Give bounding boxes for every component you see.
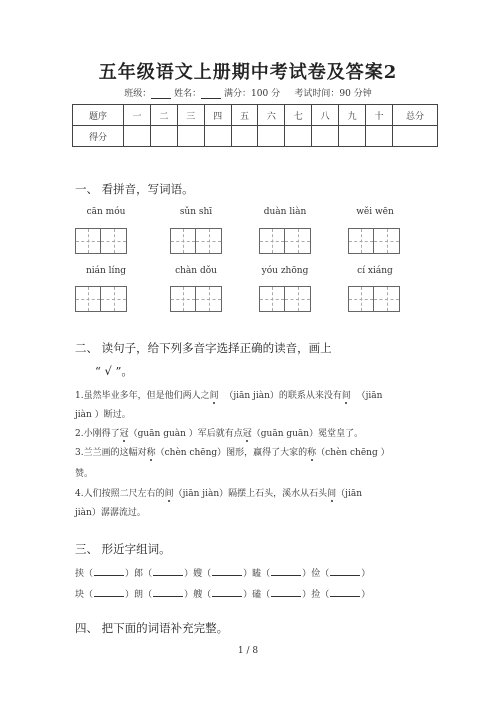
- score-cell[interactable]: [339, 126, 366, 147]
- char: 艘: [193, 590, 203, 600]
- char: 磕: [252, 590, 262, 600]
- class-label: 班级：: [124, 89, 152, 99]
- writing-grid[interactable]: [75, 286, 127, 312]
- word-row: 挟（ ）郎（ ）嫂（ ）瞌（ ）俭（ ）: [75, 569, 371, 579]
- full-score: 满分：100 分: [224, 89, 281, 99]
- char: 俭: [311, 569, 321, 579]
- text: （jiān: [336, 489, 362, 499]
- pinyin-label: cí xiáng: [357, 266, 393, 276]
- text: （guān guàn ）军后就有点: [128, 429, 243, 439]
- exam-info: [0, 86, 496, 99]
- target-char: 称: [307, 448, 317, 458]
- answer-blank[interactable]: [212, 567, 242, 576]
- score-cell[interactable]: [231, 126, 258, 147]
- text: （chèn chēng）图形，赢得了大家的: [155, 448, 308, 458]
- text: 4.人们按照二尺左右的: [75, 489, 165, 499]
- score-col: 四: [204, 105, 231, 126]
- score-cell[interactable]: [177, 126, 204, 147]
- answer-blank[interactable]: [94, 588, 124, 597]
- answer-blank[interactable]: [94, 567, 124, 576]
- text: jiàn）潺潺流过。: [75, 508, 146, 518]
- target-char: 间: [327, 489, 337, 499]
- sentence-line: [75, 388, 382, 401]
- score-table-header-row: [73, 105, 438, 126]
- score-cell[interactable]: [204, 126, 231, 147]
- score-col: 三: [177, 105, 204, 126]
- class-blank: [151, 89, 171, 99]
- score-total-label: 总分: [393, 105, 438, 126]
- pinyin-label: wěi wēn: [356, 207, 394, 217]
- text: jiàn ）断过。: [75, 410, 131, 420]
- score-table: [72, 104, 438, 147]
- pinyin-label: nián líng: [85, 266, 126, 276]
- target-char: 间: [164, 489, 174, 499]
- score-cell[interactable]: [258, 126, 285, 147]
- answer-blank[interactable]: [153, 567, 183, 576]
- writing-grid[interactable]: [170, 228, 222, 254]
- score-col: 十: [366, 105, 393, 126]
- text: 2.小刚得了: [75, 429, 120, 439]
- writing-grid[interactable]: [348, 228, 400, 254]
- char: 捡: [311, 590, 321, 600]
- answer-blank[interactable]: [271, 588, 301, 597]
- score-cell[interactable]: [124, 126, 151, 147]
- pinyin-label: duàn liàn: [263, 207, 307, 217]
- score-col: 五: [231, 105, 258, 126]
- score-row-label: 得分: [73, 126, 124, 147]
- sentence-line: [75, 426, 363, 439]
- text: （jiān jiàn）的联系从来没有: [224, 391, 342, 401]
- score-col: 七: [285, 105, 312, 126]
- target-char: 称: [146, 448, 156, 458]
- name-blank: [201, 89, 221, 99]
- score-header-label: 题序: [73, 105, 124, 126]
- writing-grid[interactable]: [348, 286, 400, 312]
- answer-blank[interactable]: [330, 567, 360, 576]
- writing-grid[interactable]: [259, 286, 311, 312]
- name-label: 姓名：: [174, 89, 202, 99]
- score-col: 六: [258, 105, 285, 126]
- target-char: 冠: [119, 429, 129, 439]
- sentence-line: [75, 407, 131, 420]
- writing-grid[interactable]: [75, 228, 127, 254]
- section-4-title: 四、 把下面的词语补充完整。: [75, 621, 229, 635]
- target-char: 冠: [242, 429, 252, 439]
- char: 郎: [134, 569, 144, 579]
- sentence-line: [75, 445, 390, 458]
- pinyin-label: cān móu: [86, 207, 126, 217]
- score-cell[interactable]: [285, 126, 312, 147]
- target-char: 间: [341, 391, 351, 401]
- section-2-title: 二、 读句子，给下列多音字选择正确的读音，画上: [75, 341, 332, 355]
- pinyin-label: yóu zhōng: [261, 266, 309, 276]
- score-cell[interactable]: [393, 126, 438, 147]
- text: （jiān jiàn）隔摆上石头，溪水从石头: [173, 489, 328, 499]
- answer-blank[interactable]: [330, 588, 360, 597]
- page-number: 1 / 8: [237, 646, 259, 656]
- section-3-title: 三、 形近字组词。: [75, 542, 171, 556]
- answer-blank[interactable]: [153, 588, 183, 597]
- exam-time: 考试时间：90 分钟: [294, 89, 372, 99]
- sentence-line: [75, 505, 146, 518]
- score-cell[interactable]: [312, 126, 339, 147]
- section-2-title-cont: “ √ ”。: [95, 364, 133, 378]
- text: （jiān: [356, 391, 383, 401]
- text: 1.虽然毕业多年，但是他们两人之: [75, 391, 210, 401]
- char: 嫂: [193, 569, 203, 579]
- section-1-title: 一、 看拼音，写词语。: [75, 182, 194, 196]
- pinyin-label: chàn dǒu: [175, 266, 217, 276]
- char: 挟: [75, 569, 85, 579]
- score-col: 八: [312, 105, 339, 126]
- char: 朗: [134, 590, 144, 600]
- text: 赞。: [75, 469, 94, 479]
- word-row: 块（ ）朗（ ）艘（ ）磕（ ）捡（ ）: [75, 590, 371, 600]
- char: 瞌: [252, 569, 262, 579]
- page-title: 五年级语文上册期中考试卷及答案2: [98, 62, 398, 83]
- score-table-score-row: [73, 126, 438, 147]
- answer-blank[interactable]: [271, 567, 301, 576]
- char: 块: [75, 590, 85, 600]
- text: 3.兰兰画的这幅对: [75, 448, 147, 458]
- score-cell[interactable]: [366, 126, 393, 147]
- text: （chèn chēng ）: [316, 448, 390, 458]
- pinyin-label: sǔn shī: [179, 207, 213, 217]
- target-char: 间: [209, 391, 219, 401]
- writing-grid[interactable]: [170, 286, 222, 312]
- score-cell[interactable]: [150, 126, 177, 147]
- score-col: 一: [124, 105, 151, 126]
- writing-grid[interactable]: [259, 228, 311, 254]
- text: （guān guān）冕堂皇了。: [251, 429, 364, 439]
- sentence-line: [75, 466, 93, 479]
- score-col: 二: [150, 105, 177, 126]
- score-col: 九: [339, 105, 366, 126]
- answer-blank[interactable]: [212, 588, 242, 597]
- sentence-line: [75, 486, 362, 499]
